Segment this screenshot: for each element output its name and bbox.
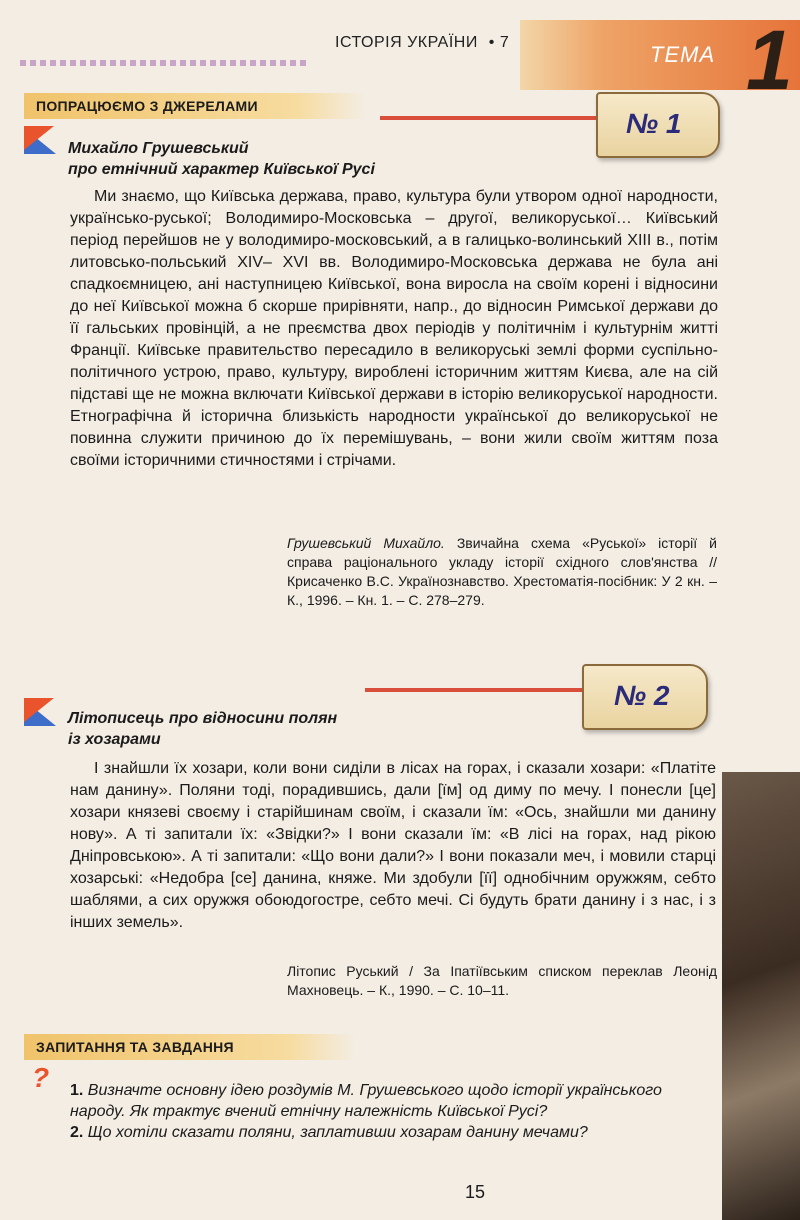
- source-badge-2: [582, 664, 708, 730]
- source-badge-1: [596, 92, 720, 158]
- section-bar-label: ЗАПИТАННЯ ТА ЗАВДАННЯ: [36, 1039, 234, 1055]
- tema-label: ТЕМА: [650, 42, 716, 67]
- question-number: 2.: [70, 1124, 84, 1141]
- badge-number: № 2: [614, 680, 670, 711]
- question-number: 1.: [70, 1082, 84, 1099]
- corner-triangle-icon: [24, 126, 54, 150]
- running-header: [335, 34, 509, 52]
- cite-rest: Звичайна схема «Руської» історії й справа раціонального укладу історії східного слов'янства // Крисаченко В.С. Українознавство. Хрестоматія-посібник: У 2 кн. – К., 1996. – Кн. 1. – С. 278–279.: [287, 535, 717, 608]
- source-1-body: Ми знаємо, що Київська держава, право, культура були утвором одної народности, українсько-руської; Володимиро-Московська – другої, великоруської… Київський період перейшов не у володимиро-московський, а в галицько-волинський XIII в., потім литовсько-польський XIV– XVI вв. Володимиро-Московська держава не була ані спадкоємницею, ані наступницею Київської, вона виросла на своїм корені і відносини до неї Київської можна б скорше прирівняти, напр., до відносин Римської держави до її гальських провінцій, а не преємства двох періодів у політичнім і культурнім житті Франції. Київське правительство пересадило в великоруські землі форми суспільно-політичного устрою, право, культуру, вироблені історичним життям Києва, але на сій підставі ще не можна включати Київської держави в історію великоруської народности. Етнографічна й історична близькість народности української до великоруської не повинна служити причиною до їх перемішувань, – вони жили своїм життям поза своїми історичними стичностями і стрічами.: [70, 188, 718, 469]
- title-line: Літописець про відносини полян: [68, 710, 338, 727]
- page-number: 15: [465, 1182, 486, 1202]
- running-title: ІСТОРІЯ УКРАЇНИ: [335, 34, 478, 51]
- question-text: Визначте основну ідею роздумів М. Грушевського щодо історії українського народу. Як трактує вчений етнічну належність Київської Русі?: [70, 1082, 662, 1120]
- section-bar-label: ПОПРАЦЮЄМО З ДЖЕРЕЛАМИ: [36, 98, 258, 114]
- source-2-title: [68, 708, 468, 750]
- title-line: Михайло Грушевський: [68, 140, 249, 157]
- decorative-engraving: [722, 772, 800, 1220]
- question-item: [70, 1122, 720, 1143]
- source-1-title: [68, 138, 468, 180]
- title-line: із хозарами: [68, 731, 161, 748]
- source-1-citation: [287, 534, 717, 610]
- title-line: про етнічний характер Київської Русі: [68, 161, 375, 178]
- header-dotted-rule: [20, 60, 310, 66]
- section-bar-questions: [24, 1034, 356, 1060]
- cite-author: Грушевський Михайло.: [287, 535, 445, 551]
- question-mark-icon: ?: [32, 1062, 50, 1093]
- source-2-citation: Літопис Руський / За Іпатіївським списком переклав Леонід Махновець. – К., 1990. – С. 10–11.: [287, 963, 717, 998]
- page-bullet: • 7: [488, 34, 510, 51]
- question-text: Що хотіли сказати поляни, заплативши хозарам данину мечами?: [87, 1124, 588, 1141]
- question-list: [70, 1080, 720, 1143]
- red-rule: [365, 688, 585, 692]
- tema-number: 1: [746, 13, 793, 107]
- corner-triangle-icon: [24, 698, 54, 722]
- section-bar-sources: [24, 93, 366, 119]
- source-2-body: І знайшли їх хозари, коли вони сиділи в лісах на горах, і сказали хозари: «Платіте нам данину». Поляни тоді, порадившись, дали [їм] од диму по мечу. І понесли [це] хозари князеві своєму і старійшинам своїм, і сказали їм: «Ось, знайшли ми данину нову». А ті запитали їх: «Звідки?» І вони сказали їм: «В лісі на горах, над рікою Дніпровською». А ті запитали: «Що вони дали?» І вони показали меч, і мовили старці хозарські: «Недобра [се] данина, княже. Ми здобули [її] однобічним оружжям, себто шаблями, а сих оружжя обоюдогостре, себто мечі. Сі будуть брати данину і з нас, і з інших земель».: [70, 760, 716, 931]
- badge-number: № 1: [626, 108, 682, 139]
- red-rule: [380, 116, 600, 120]
- question-item: [70, 1080, 720, 1122]
